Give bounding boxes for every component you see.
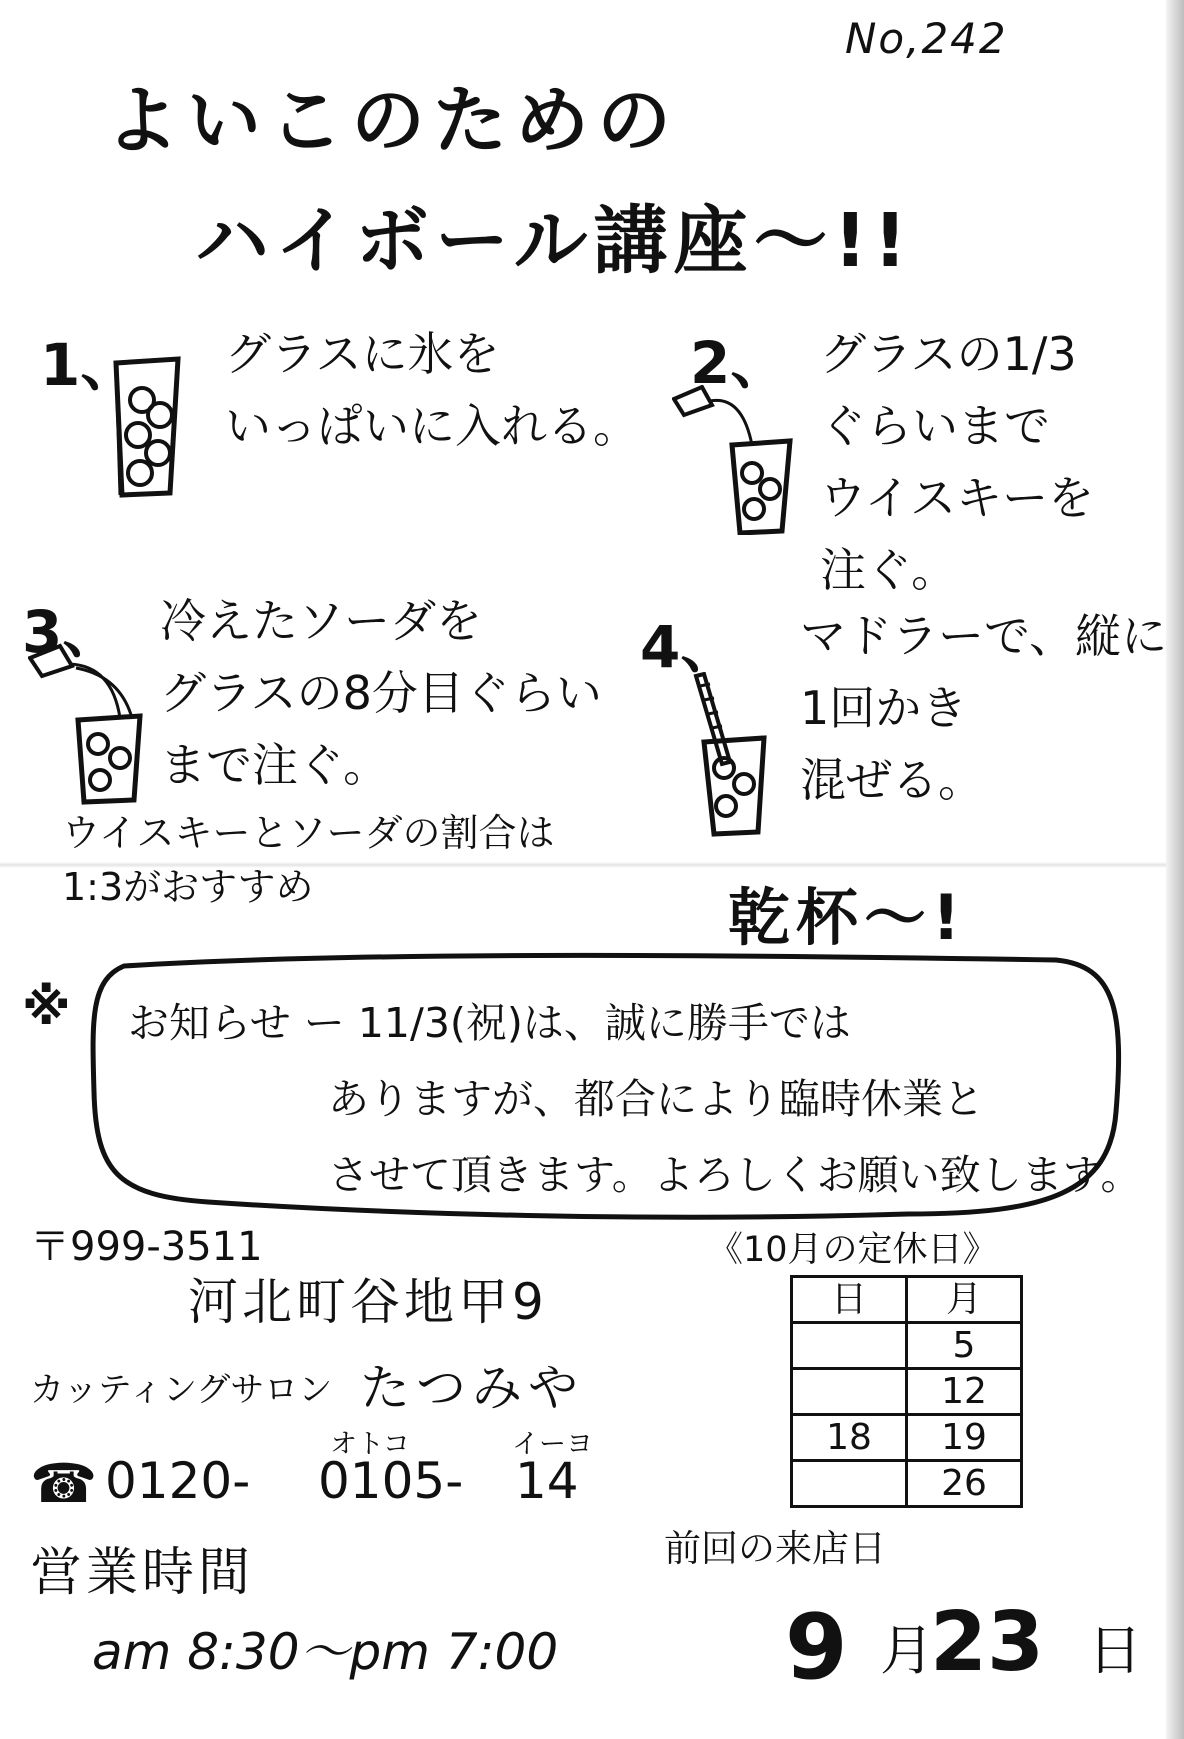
last-visit-month-unit: 月	[880, 1619, 934, 1682]
calendar-cell: 26	[907, 1461, 1022, 1507]
holiday-calendar	[790, 1275, 1023, 1508]
calendar-cell	[792, 1369, 907, 1415]
last-visit-label: 前回の来店日	[664, 1527, 886, 1570]
kanpai-text: 乾杯〜!	[728, 881, 967, 954]
calendar-header-row	[792, 1277, 1022, 1323]
glass-ice-drawing	[108, 355, 193, 504]
calendar-cell: 12	[907, 1369, 1022, 1415]
shop-name: たつみや	[360, 1359, 584, 1417]
soda-pour-drawing	[28, 640, 158, 809]
phone-last-reading: イーヨ	[512, 1429, 593, 1460]
whisky-pour-drawing	[672, 385, 802, 539]
last-visit-month: 9	[785, 1595, 848, 1700]
step-3-number: 3、	[22, 598, 121, 666]
phone-mid-reading: オトコ	[330, 1429, 410, 1460]
ratio-note: ウイスキーとソーダの割合は 1:3がおすすめ	[62, 811, 555, 909]
calendar-cell	[792, 1323, 907, 1369]
step-2-text: グラスの1/3 ぐらいまで ウイスキーを 注ぐ。	[820, 327, 1095, 597]
calendar-cell: 19	[907, 1415, 1022, 1461]
step-3-text: 冷えたソーダを グラスの8分目ぐらい まで注ぐ。	[160, 594, 602, 792]
last-visit-day-unit: 日	[1088, 1619, 1142, 1682]
address: 河北町谷地甲9	[188, 1273, 548, 1331]
notice-line-1: お知らせ ー 11/3(祝)は、誠に勝手では	[128, 999, 851, 1047]
calendar-cell: 5	[907, 1323, 1022, 1369]
phone-last: 14	[515, 1452, 579, 1510]
phone-icon: ☎	[30, 1452, 98, 1515]
notice-text	[128, 985, 1141, 1213]
calendar-row	[792, 1369, 1022, 1415]
calendar-row	[792, 1323, 1022, 1369]
calendar-row	[792, 1461, 1022, 1507]
issue-number: No,242	[845, 14, 1008, 63]
notice-line-2: ありますが、都合により臨時休業と	[328, 1075, 984, 1123]
step-4-number: 4、	[640, 613, 739, 681]
calendar-row	[792, 1415, 1022, 1461]
notice-mark: ※	[22, 978, 71, 1036]
calendar-header-mon: 月	[907, 1277, 1022, 1323]
calendar-cell	[792, 1461, 907, 1507]
title-line-1: よいこのための	[105, 78, 679, 164]
last-visit-day: 23	[930, 1595, 1045, 1690]
muddler-stir-drawing	[690, 672, 780, 841]
holidays-title: 《10月の定休日》	[708, 1230, 998, 1270]
paper-edge	[1166, 0, 1184, 1739]
shop-type: カッティングサロン	[30, 1370, 333, 1410]
step-2-number: 2、	[690, 329, 789, 397]
title-line-2: ハイボール講座〜!!	[195, 198, 914, 284]
step-4-text: マドラーで、縦に 1回かき 混ぜる。	[800, 609, 1168, 807]
notice-line-3: させて頂きます。よろしくお願い致します。	[328, 1151, 1142, 1199]
hours-label: 営業時間	[30, 1543, 255, 1603]
business-hours: am 8:30〜pm 7:00	[92, 1623, 559, 1681]
phone-prefix: 0120-	[105, 1452, 251, 1510]
phone-mid: 0105-	[318, 1452, 464, 1510]
calendar-header-sun: 日	[792, 1277, 907, 1323]
calendar-cell: 18	[792, 1415, 907, 1461]
postal-code: 〒999-3511	[30, 1224, 263, 1270]
step-1-number: 1、	[40, 331, 139, 399]
step-1-text: グラスに氷を いっぱいに入れる。	[225, 327, 639, 453]
